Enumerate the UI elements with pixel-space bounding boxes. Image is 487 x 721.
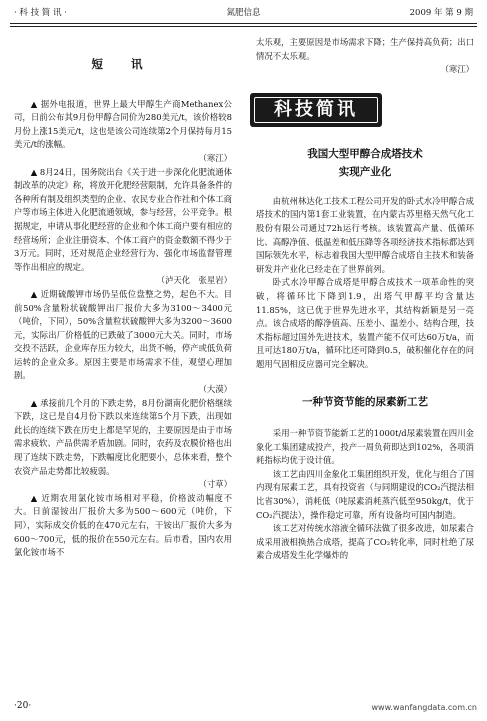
header-journal: 氮肥信息	[226, 8, 261, 18]
header-rule	[10, 23, 477, 24]
article-title: 一种节资节能的尿素新工艺	[302, 395, 428, 408]
news-source: （泸天化 张星岩）	[156, 275, 232, 286]
news-item: ▲ 8月24日，国务院出台《关于进一步深化化肥流通体制改革的决定》称，将放开化肥经营限制，允许具备条件的各种所有制及组织类型的企业、农民专业合作社和个体工商户等市场主体进入化肥流通领域，参与经营，公平竞争。根据规定，申请从事化肥经营的企业和个体工商户要有相应的经营场所；企业注册资本、个体工商户的资金数额不得少于3万元。同时，还对规范企业经营行为、强化市场监督管理等作出相应的规定。	[14, 166, 232, 275]
banner-label: 科技简讯	[274, 98, 358, 120]
news-source: （寸草）	[198, 479, 232, 490]
news-item: ▲ 近期硫酸钾市场仍呈低位盘整之势，起色不大。目前50%含量粉状硫酸钾出厂报价大多为3100～3400元（吨价，下同），50%含量粒状硫酸钾大多为3200～3600元，实际出厂价格低的已跌破了3000元大关。同时，市场交投不活跃，企业库存压力较大，出货不畅，停产或低负荷运转的企业众多。原因主要是市场需求不佳，观望心理加剧。	[14, 288, 232, 383]
news-item: ▲ 据外电报道，世界上最大甲醇生产商Methanex公司，日前公布其9月份甲醇合同价为280美元/t，该价格较8月份上涨15美元/t，这也是该公司连续第2个月保持每月15美元/t的涨幅。	[14, 98, 232, 152]
article-title-line-2: 实现产业化	[338, 165, 392, 178]
header-issue: 2009 年 第 9 期	[409, 8, 473, 18]
news-source: （寒江）	[440, 64, 474, 75]
article-title	[256, 145, 474, 181]
news-item: ▲ 近期农用氯化铵市场相对平稳，价格波动幅度不大。日前湿铵出厂报价大多为500～600元（吨价，下同），实际成交价低的在470元左右，干铵出厂报价大多为600～700元，低的报价在550元左右。后市看，国内农用氯化铵市场不	[14, 492, 232, 560]
article-paragraph: 采用一种节资节能新工艺的1000t/d尿素装置在四川金象化工集团建成投产，投产一周负荷即达到102%，各项消耗指标均优于设计值。	[256, 428, 474, 466]
continued-text: 太乐观，主要原因是市场需求下降；生产保持高负荷；出口情况不太乐观。	[256, 37, 474, 61]
news-source: （大漠）	[198, 384, 232, 395]
right-column	[256, 36, 474, 563]
article-paragraph: 由杭州林达化工技术工程公司开发的卧式水冷甲醇合成塔技术的国内第1套工业装置，在内蒙古苏里格天然气化工股份有限公司通过72h运行考核。该装置高产量、低循环比、高醇净值、低温差和低压降等各项经济技术指标都达到国际领先水平，标志着我国大型甲醇合成塔自主技术和装备研发并产业化已经走在了世界前列。	[256, 195, 474, 274]
article-paragraph: 卧式水冷甲醇合成塔是甲醇合成技术一项革命性的突破，将循环比下降到1.9，出塔气甲醇平均含量达11.85%，这已优于世界先进水平，其结构新颖是另一亮点。该合成塔的醇净值高、压差小、温差小、结构合理，技术指标超过国外先进技术，装置产能不仅可达60万t/a，而且可达180万t/a，循环比还可降到0.5，破积催化存在的问题用气固相反应器可完全解决。	[256, 277, 474, 369]
page-number: ·20·	[14, 701, 32, 711]
article-title-line-1: 我国大型甲醇合成塔技术	[307, 147, 423, 160]
header-rule-thin	[10, 26, 477, 27]
left-column	[14, 36, 232, 560]
section-banner	[250, 93, 382, 127]
article-paragraph: 该工艺对传统水溶液全循环法做了很多改进，如尿素合成采用液相换热合成塔，提高了CO₂转化率，同时杜绝了尿素合成塔发生化学爆炸的	[256, 523, 474, 561]
running-header	[14, 6, 473, 20]
news-item: ▲ 承接前几个月的下跌走势，8月份湖南化肥价格继续下跌，这已是自4月份下跌以来连续第5个月下跌，出现如此长的连续下跌在历史上都是罕见的，主要原因是由于市场需求疲软、产品供需矛盾加剧。同时，农药及农膜价格也出现了连续下跌走势，下跌幅度比化肥要小，总体来看，整个农资产品走势都比较疲弱。	[14, 397, 232, 479]
article-paragraph: 该工艺由四川金象化工集团组织开发，优化与组合了国内现有尿素工艺，具有投资省（与同期建设的CO₂汽提法相比省30%），消耗低（吨尿素消耗蒸汽低至950kg/t，优于CO₂汽提法），操作稳定可靠，所有设备均可国内制造。	[256, 468, 474, 520]
news-source: （寒江）	[198, 152, 232, 163]
watermark: www.wanfangdata.com.cn	[371, 703, 477, 712]
header-section: · 科 技 简 讯 ·	[14, 8, 67, 18]
short-news-title: 短 讯	[91, 57, 155, 71]
